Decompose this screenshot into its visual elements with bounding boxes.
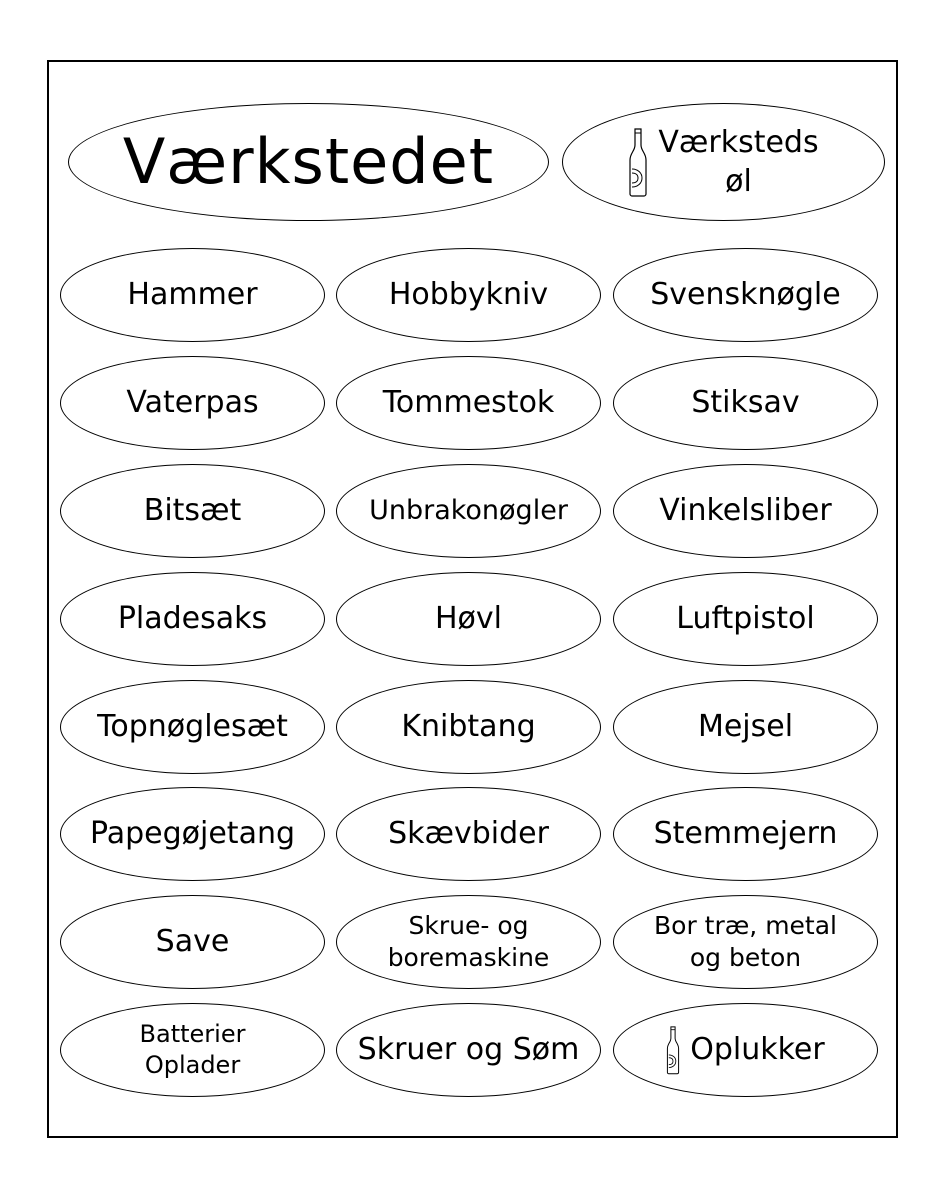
label-text: Mejsel	[697, 708, 794, 744]
label-text-group	[388, 910, 550, 975]
label-svensknogle	[613, 248, 878, 342]
label-text: Bor træ, metal	[654, 910, 837, 940]
beer-bottle-icon	[666, 1024, 680, 1076]
label-luftpistol	[613, 572, 878, 666]
label-vinkelsliber	[613, 464, 878, 558]
title-text: Værkstedet	[122, 125, 495, 199]
label-hammer	[60, 248, 325, 342]
label-tommestok	[336, 356, 601, 450]
label-text: Svensknøgle	[650, 276, 841, 312]
label-stiksav	[613, 356, 878, 450]
label-mejsel	[613, 680, 878, 774]
beer-label	[562, 103, 885, 221]
label-skaevbider	[336, 787, 601, 881]
label-text: Skruer og Søm	[357, 1031, 580, 1067]
label-oplukker	[613, 1003, 878, 1097]
label-text: Papegøjetang	[89, 815, 296, 851]
label-text: og beton	[689, 943, 802, 972]
label-stemmejern	[613, 787, 878, 881]
label-vaterpas	[60, 356, 325, 450]
label-text: Vinkelsliber	[659, 492, 832, 528]
label-topnoglesaet	[60, 680, 325, 774]
beer-bottle-icon	[628, 127, 648, 197]
label-text: Vaterpas	[126, 384, 259, 420]
label-pladesaks	[60, 572, 325, 666]
label-batterier-oplader	[60, 1003, 325, 1097]
label-text: Save	[155, 923, 230, 959]
label-bor	[613, 895, 878, 989]
label-text: Hobbykniv	[388, 276, 549, 312]
label-unbrakonogler	[336, 464, 601, 558]
label-text: Unbrakonøgler	[369, 495, 568, 527]
label-text: Hammer	[127, 276, 258, 312]
label-text: Oplader	[144, 1051, 241, 1079]
beer-label-line2: øl	[725, 164, 752, 199]
label-text: Oplukker	[690, 1031, 825, 1067]
label-text: Tommestok	[382, 384, 555, 420]
label-skrue-og-boremaskine	[336, 895, 601, 989]
label-text: boremaskine	[387, 943, 550, 972]
label-save	[60, 895, 325, 989]
beer-label-line1: Værksteds	[658, 125, 819, 160]
label-text: Luftpistol	[676, 600, 815, 636]
label-text: Høvl	[434, 600, 502, 636]
label-text-group	[140, 1019, 246, 1081]
label-text: Pladesaks	[117, 600, 268, 636]
title-label	[68, 103, 549, 221]
label-bitsaet	[60, 464, 325, 558]
label-skruer-og-som	[336, 1003, 601, 1097]
label-text: Batterier	[139, 1019, 246, 1048]
label-text-group	[654, 910, 837, 975]
label-text: Stemmejern	[653, 815, 838, 851]
label-knibtang	[336, 680, 601, 774]
label-text: Topnøglesæt	[97, 708, 288, 744]
label-text: Stiksav	[691, 384, 800, 420]
label-text: Skævbider	[388, 815, 549, 851]
label-text: Skrue- og	[408, 910, 529, 940]
beer-label-text	[658, 123, 818, 201]
label-hovl	[336, 572, 601, 666]
label-text: Knibtang	[401, 708, 536, 744]
label-text: Bitsæt	[143, 492, 242, 528]
label-papegojetang	[60, 787, 325, 881]
label-hobbykniv	[336, 248, 601, 342]
